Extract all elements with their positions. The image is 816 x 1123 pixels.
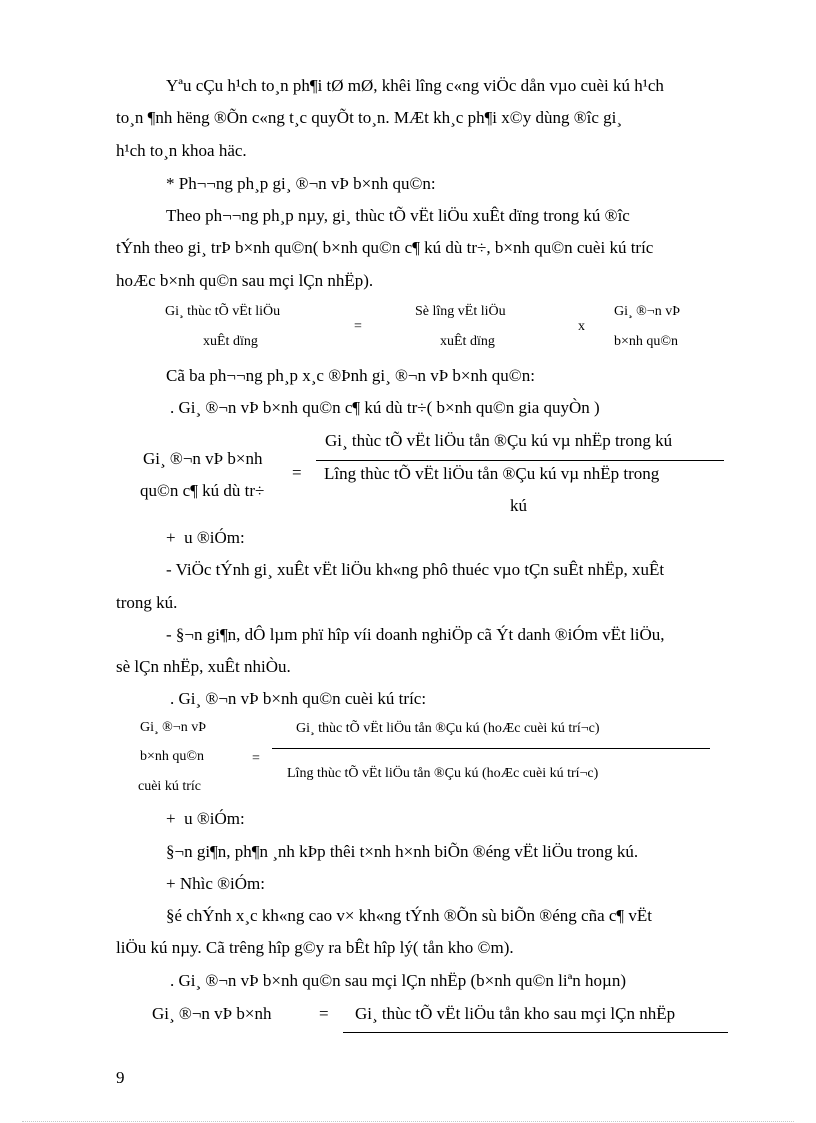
fraction-bar [316, 460, 724, 461]
formula-lhs: Gi¸ thùc tÕ vËt liÖu [165, 304, 281, 319]
paragraph-line: tÝnh theo gi¸ trÞ b×nh qu©n( b×nh qu©n c¶ kú dù tr÷, b×nh qu©n cuèi kú tríc [116, 238, 654, 257]
paragraph-line: to¸n ¶nh hëng ®Õn c«ng t¸c quyÕt to¸n. MÆt kh¸c ph¶i x©y dùng ®îc gi¸ [116, 108, 623, 127]
fraction-bar [343, 1032, 728, 1033]
formula-equals: = [319, 1004, 329, 1023]
section-heading: . Gi¸ ®¬n vÞ b×nh qu©n cuèi kú tríc: [170, 689, 427, 708]
advantage-heading: + u ®iÓm: [166, 809, 245, 828]
paragraph-line: - §¬n gi¶n, dÔ lµm phï hîp víi doanh nghiÖp cã Ýt danh ®iÓm vËt liÖu, [166, 625, 665, 644]
paragraph-line: trong kú. [116, 593, 178, 612]
formula-equals: = [252, 751, 260, 766]
formula-numerator: Gi¸ thùc tÕ vËt liÖu tån kho sau mçi lÇn nhËp [355, 1004, 676, 1023]
formula-lhs: b×nh qu©n [140, 749, 205, 764]
formula-lhs: Gi¸ ®¬n vÞ [140, 720, 206, 735]
formula-denominator: Lîng thùc tÕ vËt liÖu tån ®Çu kú vµ nhËp trong [324, 464, 660, 483]
paragraph-line: §é chÝnh x¸c kh«ng cao v× kh«ng tÝnh ®Õn sù biÕn ®éng cña c¶ vËt [166, 906, 652, 925]
advantage-heading: + u ®iÓm: [166, 528, 245, 547]
formula-multiply: x [578, 319, 585, 334]
formula-lhs: cuèi kú tríc [138, 779, 201, 794]
paragraph-line: sè lÇn nhËp, xuÊt nhiÒu. [116, 657, 291, 676]
paragraph-line: Theo ph¬¬ng ph¸p nµy, gi¸ thùc tÕ vËt liÖu xuÊt dïng trong kú ®îc [166, 206, 630, 225]
formula-equals: = [354, 319, 362, 334]
disadvantage-heading: + Nhìc ®iÓm: [166, 874, 265, 893]
formula-term: xuÊt dïng [440, 334, 495, 349]
page-number: 9 [116, 1068, 125, 1087]
page-bottom-edge [22, 1121, 794, 1122]
paragraph-line: h¹ch to¸n khoa häc. [116, 141, 247, 160]
formula-lhs: Gi¸ ®¬n vÞ b×nh [143, 449, 263, 468]
fraction-bar [272, 748, 710, 749]
formula-term: b×nh qu©n [614, 334, 679, 349]
formula-term: Sè lîng vËt liÖu [415, 304, 506, 319]
formula-term: Gi¸ ®¬n vÞ [614, 304, 680, 319]
paragraph-line: Cã ba ph¬¬ng ph¸p x¸c ®Þnh gi¸ ®¬n vÞ b×nh qu©n: [166, 366, 535, 385]
section-heading: . Gi¸ ®¬n vÞ b×nh qu©n sau mçi lÇn nhËp (b×nh qu©n liªn hoµn) [170, 971, 626, 990]
formula-denominator: Lîng thùc tÕ vËt liÖu tån ®Çu kú (hoÆc cuèi kú trí¬c) [287, 766, 599, 781]
formula-lhs: qu©n c¶ kú dù tr÷ [140, 481, 265, 500]
paragraph-line: §¬n gi¶n, ph¶n ¸nh kÞp thêi t×nh h×nh biÕn ®éng vËt liÖu trong kú. [166, 842, 639, 861]
formula-numerator: Gi¸ thùc tÕ vËt liÖu tån ®Çu kú vµ nhËp trong kú [325, 431, 673, 450]
section-heading: . Gi¸ ®¬n vÞ b×nh qu©n c¶ kú dù tr÷( b×nh qu©n gia quyÒn ) [170, 398, 600, 417]
paragraph-line: - ViÖc tÝnh gi¸ xuÊt vËt liÖu kh«ng phô thuéc vµo tÇn suÊt nhËp, xuÊt [166, 560, 665, 579]
formula-lhs: Gi¸ ®¬n vÞ b×nh [152, 1004, 272, 1023]
formula-lhs: xuÊt dïng [203, 334, 258, 349]
paragraph-line: liÖu kú nµy. Cã trêng hîp g©y ra bÊt hîp lý( tån kho ©m). [116, 938, 514, 957]
formula-numerator: Gi¸ thùc tÕ vËt liÖu tån ®Çu kú (hoÆc cuèi kú trí¬c) [296, 721, 600, 736]
section-heading: * Ph¬¬ng ph¸p gi¸ ®¬n vÞ b×nh qu©n: [166, 174, 436, 193]
paragraph-line: Yªu cÇu h¹ch to¸n ph¶i tØ mØ, khêi lîng c«ng viÖc dån vµo cuèi kú h¹ch [166, 76, 664, 95]
formula-denominator: kú [510, 496, 527, 515]
formula-equals: = [292, 463, 302, 482]
paragraph-line: hoÆc b×nh qu©n sau mçi lÇn nhËp). [116, 271, 374, 290]
